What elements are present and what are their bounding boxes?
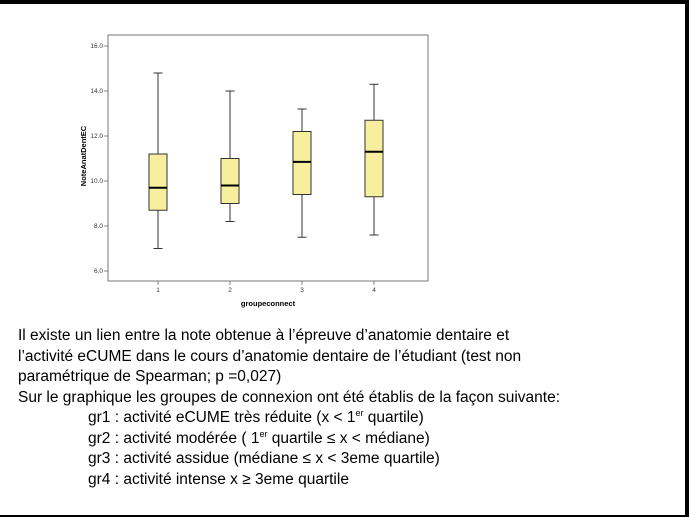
- y-tick-label: 8.0: [93, 223, 103, 230]
- boxplot-chart: [0, 4, 685, 324]
- x-axis-title: groupeconnect: [240, 299, 296, 308]
- caption-text: [18, 326, 678, 490]
- y-tick-label: 16.0: [90, 43, 103, 50]
- y-axis-title: NoteAnatDentEC: [79, 125, 88, 187]
- x-tick-label: 4: [372, 287, 376, 294]
- box-group-3: [293, 132, 311, 195]
- gr1-text: gr1 : activité eCUME très réduite (x < 1: [88, 409, 356, 426]
- group-definition-gr4: gr4 : activité intense x ≥ 3eme quartile: [88, 470, 349, 488]
- group-definition-gr2: [18, 429, 678, 450]
- box-group-2: [221, 159, 239, 204]
- y-tick-label: 12.0: [90, 133, 103, 140]
- x-tick-label: 3: [300, 287, 304, 294]
- gr2-text: gr2 : activité modérée ( 1: [88, 429, 260, 447]
- caption-line: l’activité eCUME dans le cours d’anatomie dentaire de l’étudiant (test non: [18, 347, 522, 365]
- x-tick-label: 1: [156, 287, 160, 294]
- gr2-superscript: er: [259, 428, 268, 439]
- group-definition-gr3: gr3 : activité assidue (médiane ≤ x < 3eme quartile): [88, 450, 440, 467]
- caption-line: paramétrique de Spearman; p =0,027): [18, 368, 282, 385]
- y-tick-label: 6.0: [93, 268, 103, 275]
- y-tick-label: 14.0: [90, 88, 103, 95]
- y-tick-label: 10.0: [90, 178, 103, 185]
- caption-line: Il existe un lien entre la note obtenue à l’épreuve d’anatomie dentaire et: [18, 327, 510, 344]
- x-tick-label: 2: [228, 287, 232, 294]
- gr1-text-end: quartile): [363, 409, 424, 426]
- box-group-4: [365, 120, 383, 197]
- gr1-superscript: er: [355, 407, 364, 418]
- slide: [0, 4, 685, 515]
- gr2-text-end: quartile ≤ x < médiane): [267, 429, 430, 447]
- group-definition-gr1: [18, 408, 678, 429]
- box-group-1: [149, 154, 167, 210]
- caption-line: Sur le graphique les groupes de connexion ont été établis de la façon suivante:: [18, 388, 561, 406]
